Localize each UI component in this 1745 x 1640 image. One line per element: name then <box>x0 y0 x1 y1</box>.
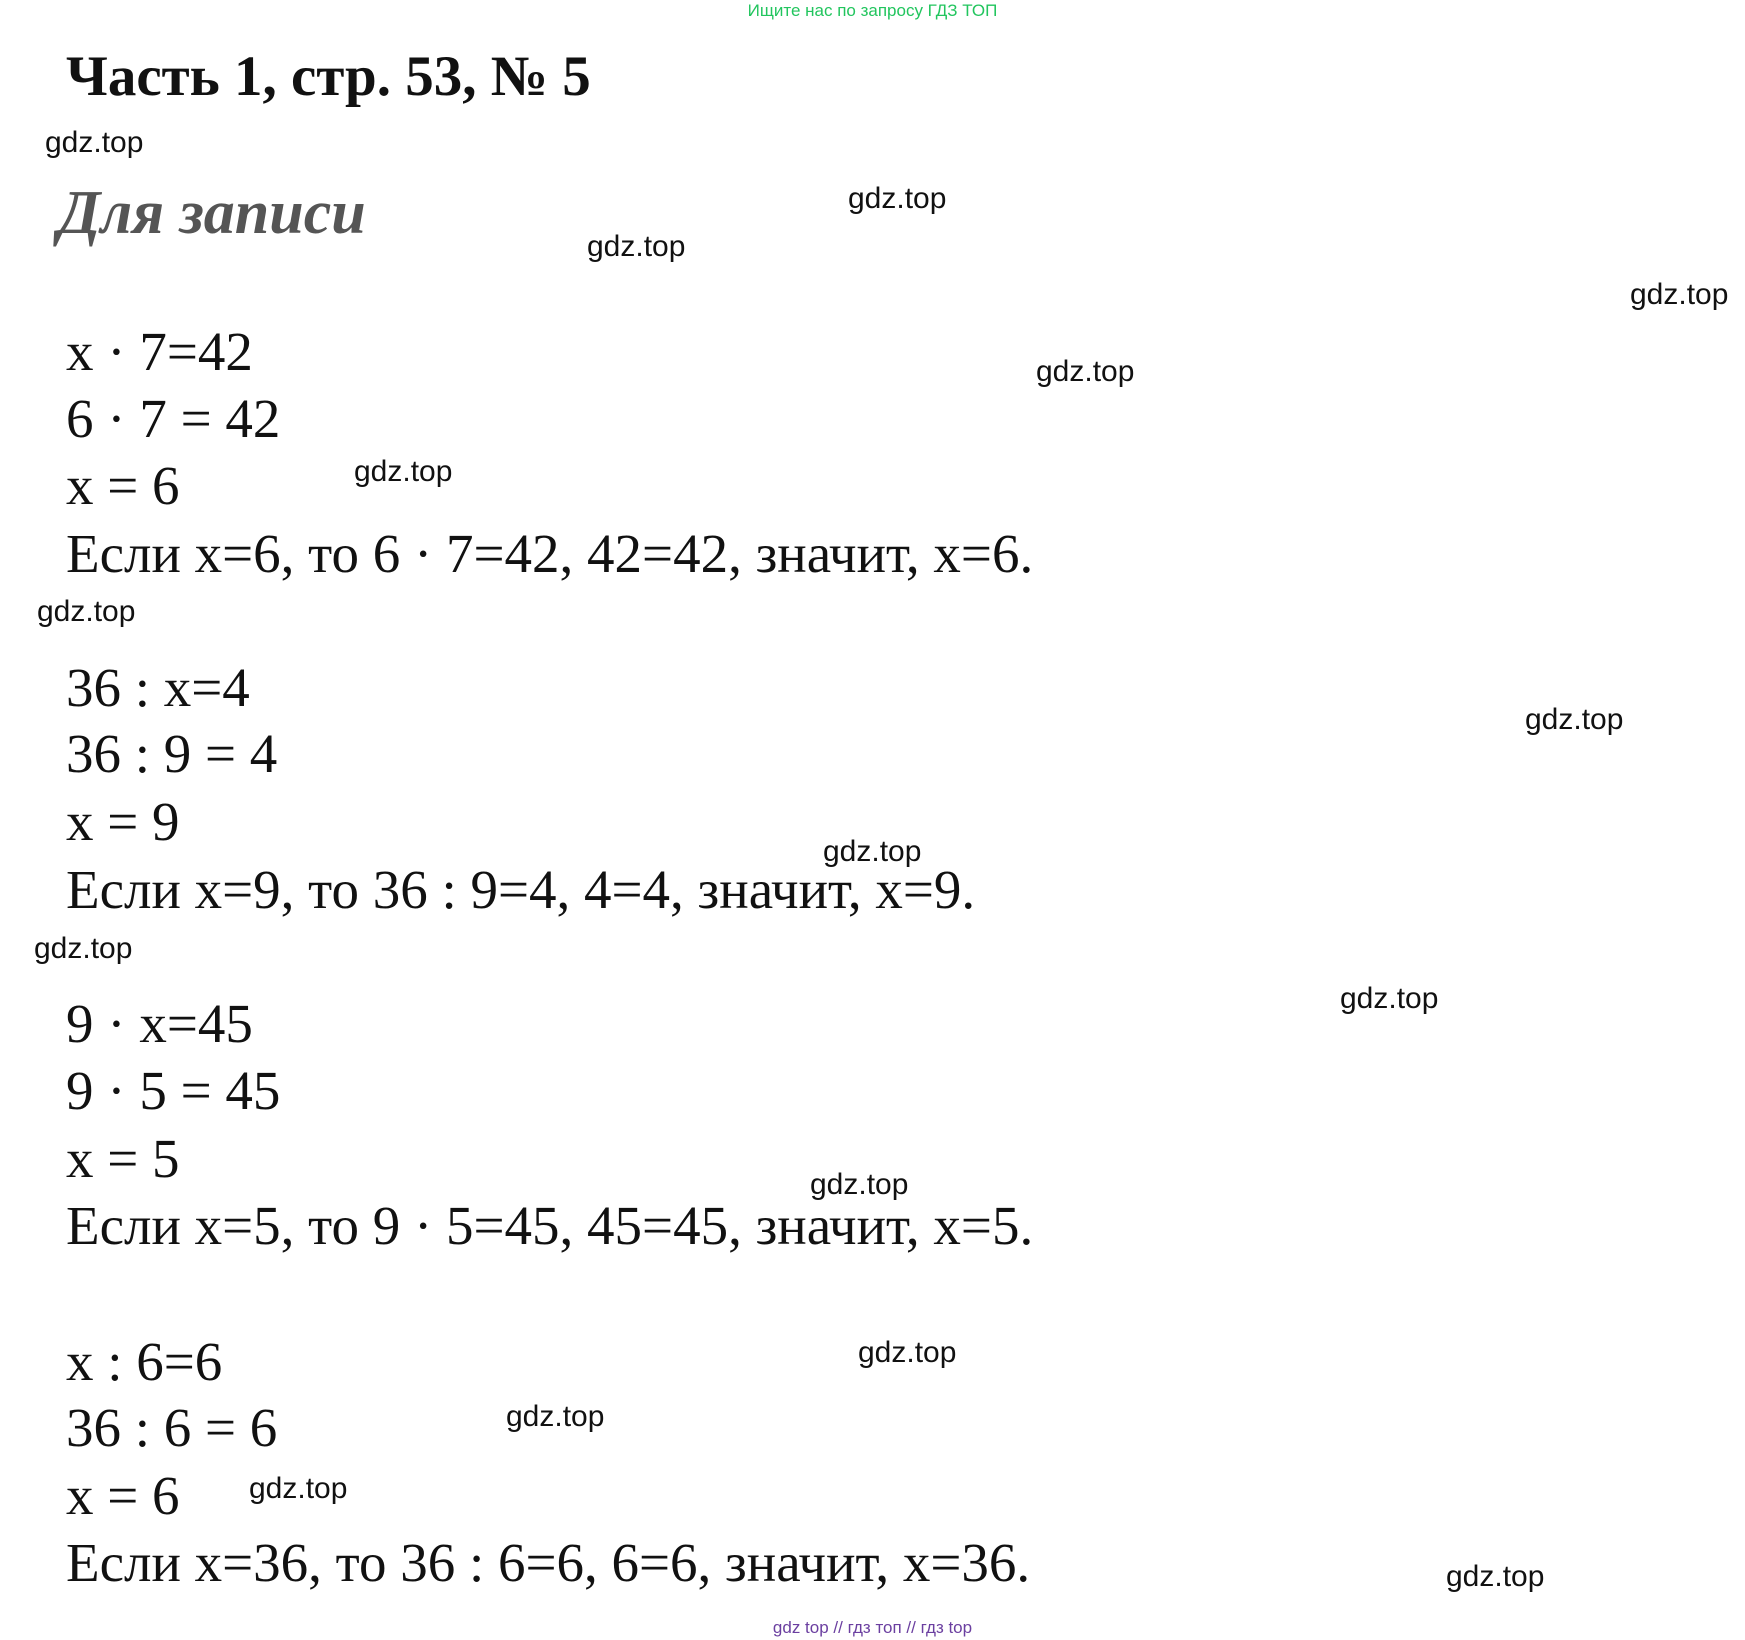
footer-watermark: gdz top // гдз топ // гдз top <box>772 1618 973 1637</box>
equation-line: x = 6 <box>66 1465 180 1526</box>
equation-line: x : 6=6 <box>66 1331 223 1392</box>
watermark: gdz.top <box>1340 982 1439 1015</box>
watermark: gdz.top <box>354 455 453 488</box>
watermark: gdz.top <box>1630 278 1729 311</box>
watermark: gdz.top <box>810 1168 909 1201</box>
watermark: gdz.top <box>37 595 136 628</box>
watermark: gdz.top <box>34 932 133 965</box>
top-banner: Ищите нас по запросу ГДЗ ТОП <box>747 1 998 20</box>
verification-line: Если x=9, то 36 : 9=4, 4=4, значит, x=9. <box>66 859 976 920</box>
verification-line: Если x=36, то 36 : 6=6, 6=6, значит, x=36. <box>66 1532 1031 1593</box>
equation-line: 9 · 5 = 45 <box>66 1060 281 1121</box>
page-title: Часть 1, стр. 53, № 5 <box>66 45 591 108</box>
watermark: gdz.top <box>858 1336 957 1369</box>
watermark: gdz.top <box>506 1400 605 1433</box>
watermark: gdz.top <box>1446 1560 1545 1593</box>
equation-line: 36 : x=4 <box>66 657 250 718</box>
watermark: gdz.top <box>249 1472 348 1505</box>
section-subtitle: Для записи <box>58 179 366 247</box>
watermark: gdz.top <box>823 835 922 868</box>
equation-line: x = 9 <box>66 791 180 852</box>
watermark: gdz.top <box>1036 355 1135 388</box>
watermark: gdz.top <box>587 230 686 263</box>
watermark: gdz.top <box>1525 703 1624 736</box>
watermark: gdz.top <box>848 182 947 215</box>
equation-line: 36 : 9 = 4 <box>66 723 278 784</box>
equation-line: 36 : 6 = 6 <box>66 1397 278 1458</box>
equation-line: x = 5 <box>66 1128 180 1189</box>
equation-line: x · 7=42 <box>66 321 253 382</box>
equation-line: 9 · x=45 <box>66 993 253 1054</box>
equation-line: x = 6 <box>66 455 180 516</box>
verification-line: Если x=5, то 9 · 5=45, 45=45, значит, x=5. <box>66 1195 1034 1256</box>
verification-line: Если x=6, то 6 · 7=42, 42=42, значит, x=6. <box>66 523 1034 584</box>
equation-line: 6 · 7 = 42 <box>66 388 281 449</box>
watermark: gdz.top <box>45 126 144 159</box>
